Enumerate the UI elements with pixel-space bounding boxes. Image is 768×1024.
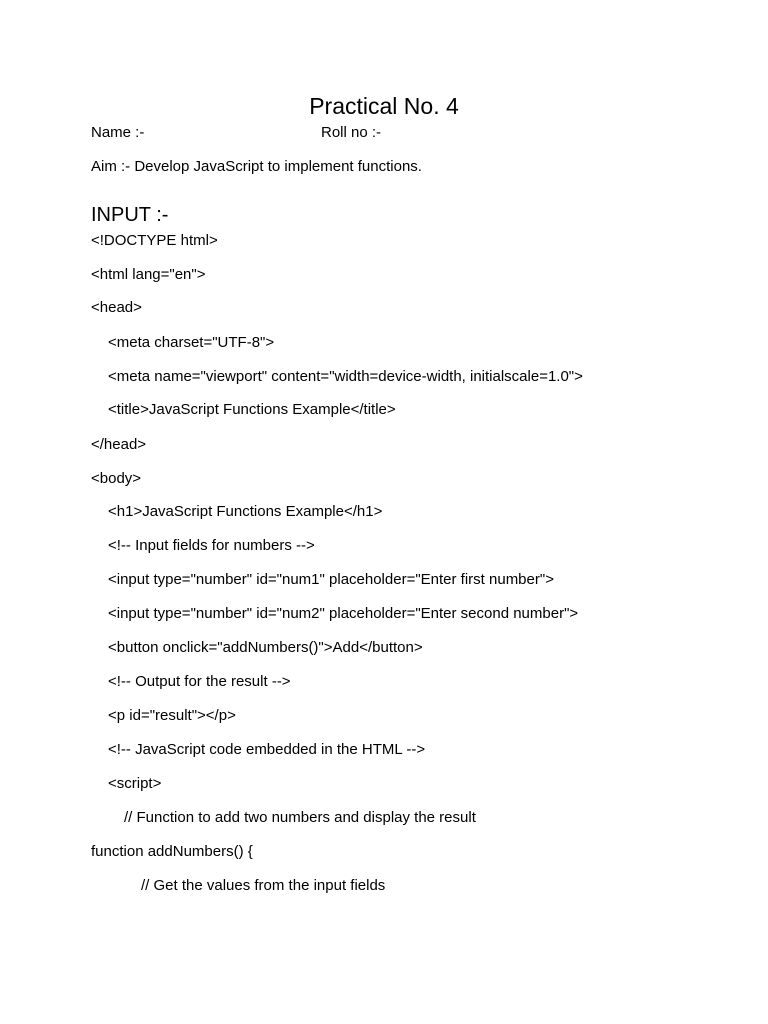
code-line: function addNumbers() { xyxy=(91,843,253,860)
code-line: <!-- Output for the result --> xyxy=(108,673,291,690)
code-line: <meta name="viewport" content="width=device-width, initialscale=1.0"> xyxy=(108,368,583,385)
section-heading-input: INPUT :- xyxy=(91,204,169,226)
aim-text: Aim :- Develop JavaScript to implement functions. xyxy=(91,158,422,175)
roll-no-label: Roll no :- xyxy=(321,124,382,141)
code-line: <head> xyxy=(91,299,142,316)
code-line: <input type="number" id="num1" placeholder="Enter first number"> xyxy=(108,571,554,588)
code-line: <script> xyxy=(108,775,162,792)
code-line: <button onclick="addNumbers()">Add</button> xyxy=(108,639,423,656)
code-line: <input type="number" id="num2" placeholder="Enter second number"> xyxy=(108,605,579,622)
code-line: <!DOCTYPE html> xyxy=(91,232,218,249)
code-line: // Function to add two numbers and display the result xyxy=(124,809,476,826)
code-line: <h1>JavaScript Functions Example</h1> xyxy=(108,503,383,520)
code-line: <p id="result"></p> xyxy=(108,707,236,724)
code-line: <body> xyxy=(91,470,142,487)
code-line: </head> xyxy=(91,436,147,453)
code-line: // Get the values from the input fields xyxy=(141,877,386,894)
code-line: <!-- Input fields for numbers --> xyxy=(108,537,315,554)
page-title: Practical No. 4 xyxy=(309,93,459,119)
code-line: <meta charset="UTF-8"> xyxy=(108,334,275,351)
code-line: <html lang="en"> xyxy=(91,266,206,283)
code-line: <title>JavaScript Functions Example</title> xyxy=(108,401,396,418)
code-line: <!-- JavaScript code embedded in the HTML --> xyxy=(108,741,426,758)
name-label: Name :- xyxy=(91,124,145,141)
